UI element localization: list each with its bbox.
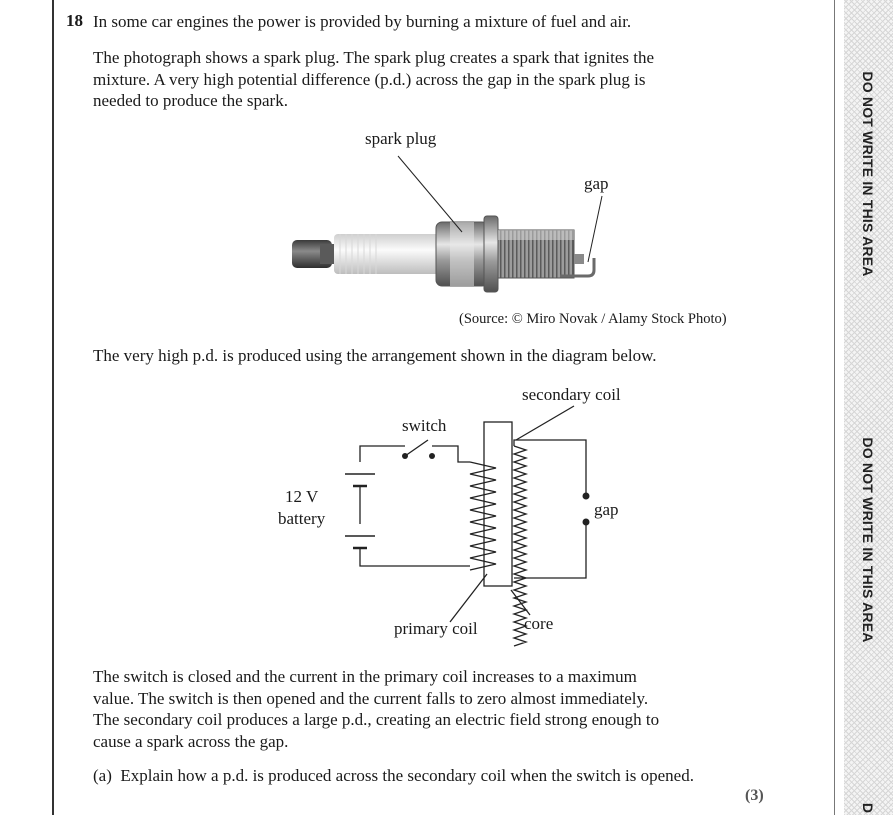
battery-voltage-label: 12 V — [285, 487, 319, 506]
margin-warning-bottom: DO NOT WRITE IN THIS AREA — [860, 437, 876, 643]
secondary-circuit-wires — [514, 440, 586, 578]
margin-warning-cutoff: D — [860, 802, 876, 814]
explanation — [93, 666, 753, 752]
switch-contact-right — [429, 453, 435, 459]
text-line: cause a spark across the gap. — [93, 731, 289, 751]
text-line: The photograph shows a spark plug. The spark plug creates a spark that ignites the — [93, 48, 655, 67]
primary-coil-label: primary coil — [394, 619, 478, 638]
text-line: The switch is closed and the current in the primary coil increases to a maximum — [93, 667, 637, 686]
question-number: 18 — [66, 11, 83, 30]
text-line: The secondary coil produces a large p.d., creating an electric field strong enough to — [93, 710, 660, 729]
question-intro: In some car engines the power is provided by burning a mixture of fuel and air. — [93, 12, 632, 31]
core — [484, 422, 512, 586]
text-line: mixture. A very high potential difference (p.d.) across the gap in the spark plug is — [93, 69, 646, 89]
core-label: core — [524, 614, 554, 633]
battery-label: battery — [278, 509, 326, 528]
photo-gap-label: gap — [584, 174, 609, 193]
gap-terminal-top — [583, 493, 590, 500]
switch-label: switch — [402, 416, 447, 435]
marks-allocation: (3) — [745, 787, 764, 804]
gap-terminal-bottom — [583, 519, 590, 526]
primary-circuit-wires — [360, 446, 470, 566]
circuit-gap-label: gap — [594, 500, 619, 519]
margin-warning-top: DO NOT WRITE IN THIS AREA — [860, 71, 876, 277]
photo-source: (Source: © Miro Novak / Alamy Stock Photo) — [459, 311, 727, 327]
switch-symbol — [405, 440, 428, 456]
text-line: value. The switch is then opened and the current falls to zero almost immediately. — [93, 688, 649, 708]
switch-contact-left — [402, 453, 408, 459]
diagram-intro: The very high p.d. is produced using the arrangement shown in the diagram below. — [93, 346, 657, 365]
part-a-prompt: (a) Explain how a p.d. is produced across the secondary coil when the switch is opened. — [93, 766, 694, 785]
spark-plug-label: spark plug — [365, 129, 437, 148]
text-line: needed to produce the spark. — [93, 91, 288, 110]
secondary-coil-label: secondary coil — [522, 385, 621, 404]
primary-coil — [470, 462, 496, 570]
